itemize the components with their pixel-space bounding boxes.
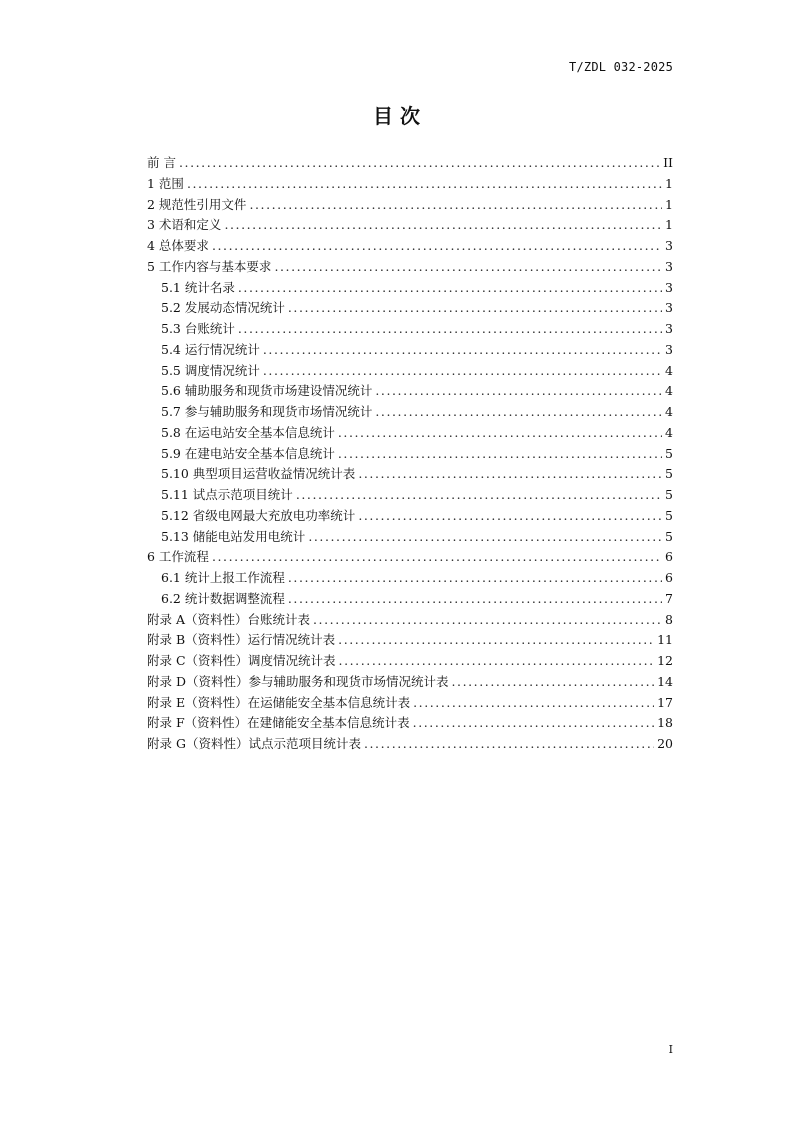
toc-entry-page: 5 [665,445,673,461]
toc-entry[interactable] [147,195,673,216]
toc-entry-label: 2 规范性引用文件 [147,196,247,212]
toc-entry-page: 3 [665,300,673,316]
toc-dot-leader [263,361,662,382]
toc-entry[interactable] [147,568,673,589]
toc-dot-leader [413,713,654,734]
toc-entry-page: 4 [665,383,673,399]
toc-entry-page: 3 [665,279,673,295]
toc-entry-page: 18 [657,715,673,731]
toc-dot-leader [339,651,655,672]
toc-entry[interactable] [147,174,673,195]
toc-entry[interactable] [147,257,673,278]
toc-dot-leader [238,278,662,299]
toc-entry-label: 3 术语和定义 [147,217,222,233]
toc-dot-leader [212,547,662,568]
toc-entry-page: 6 [665,549,673,565]
toc-dot-leader [238,319,662,340]
toc-entry-page: 11 [657,632,673,648]
toc-entry-label: 附录 C（资料性）调度情况统计表 [147,653,336,668]
toc-entry-page: 3 [665,258,673,274]
toc-entry[interactable] [147,340,673,361]
toc-entry[interactable] [147,153,673,174]
toc-entry-label: 附录 D（资料性）参与辅助服务和现货市场情况统计表 [147,673,449,689]
toc-entry[interactable] [147,547,673,568]
toc-dot-leader [187,174,662,195]
toc-entry[interactable] [147,485,673,506]
toc-entry-page: 8 [665,611,673,627]
toc-entry-page: 5 [665,507,673,523]
toc-entry-label: 6 工作流程 [147,549,209,565]
toc-entry-label: 5.9 在建电站安全基本信息统计 [161,445,335,461]
toc-entry-label: 5.10 典型项目运营收益情况统计表 [161,466,356,482]
toc-entry-label: 附录 B（资料性）运行情况统计表 [147,632,336,648]
toc-dot-leader [288,589,662,610]
toc-entry-label: 附录 G（资料性）试点示范项目统计表 [147,736,361,751]
toc-entry[interactable] [147,527,673,548]
toc-entry-page: 3 [665,321,673,336]
toc-entry[interactable] [147,651,673,672]
toc-entry-page: 20 [657,736,673,751]
toc-dot-leader [338,423,662,444]
toc-dot-leader [308,527,662,548]
toc-entry-page: 14 [657,673,673,689]
toc-entry[interactable] [147,734,673,755]
toc-entry-page: 12 [657,653,673,668]
toc-dot-leader [358,464,662,485]
toc-dot-leader [358,506,662,527]
toc-entry-page: 17 [657,694,673,710]
toc-entry-label: 6.2 统计数据调整流程 [161,590,285,606]
toc-entry-page: II [663,155,673,170]
toc-dot-leader [338,444,662,465]
toc-entry[interactable] [147,444,673,465]
toc-entry-label: 6.1 统计上报工作流程 [161,570,285,585]
toc-dot-leader [224,215,662,236]
toc-entry-label: 1 范围 [147,175,184,191]
toc-entry[interactable] [147,319,673,340]
toc-entry[interactable] [147,464,673,485]
toc-entry[interactable] [147,610,673,631]
toc-dot-leader [288,568,662,589]
toc-entry-label: 附录 A（资料性）台账统计表 [147,611,311,627]
toc-entry-label: 前 言 [147,155,176,170]
toc-entry[interactable] [147,402,673,423]
toc-dot-leader [413,693,654,714]
toc-entry[interactable] [147,215,673,236]
toc-entry-label: 5.4 运行情况统计 [161,341,260,357]
toc-entry-page: 7 [665,590,673,606]
toc-entry-page: 4 [665,424,673,440]
toc-entry-label: 附录 E（资料性）在运储能安全基本信息统计表 [147,694,411,710]
toc-entry[interactable] [147,506,673,527]
toc-dot-leader [338,630,654,651]
toc-entry[interactable] [147,630,673,651]
toc-entry-page: 5 [665,487,673,502]
toc-entry-label: 5.5 调度情况统计 [161,362,260,378]
toc-entry[interactable] [147,361,673,382]
toc-entry-label: 5.2 发展动态情况统计 [161,300,285,316]
toc-entry-label: 5.13 储能电站发用电统计 [161,528,306,544]
toc-entry-label: 5.8 在运电站安全基本信息统计 [161,424,335,440]
toc-entry-page: 1 [665,196,673,212]
toc-entry-label: 5.11 试点示范项目统计 [161,487,293,502]
toc-dot-leader [296,485,662,506]
toc-entry[interactable] [147,278,673,299]
document-id: T/ZDL 032-2025 [569,60,673,74]
table-of-contents [147,153,673,755]
toc-dot-leader [274,257,662,278]
toc-dot-leader [212,236,662,257]
toc-entry[interactable] [147,381,673,402]
page-title: 目 次 [373,104,420,128]
toc-dot-leader [288,298,662,319]
toc-entry-page: 6 [665,570,673,585]
toc-entry-label: 5 工作内容与基本要求 [147,258,272,274]
toc-dot-leader [313,610,662,631]
toc-entry-label: 附录 F（资料性）在建储能安全基本信息统计表 [147,715,410,731]
toc-dot-leader [375,381,662,402]
toc-dot-leader [263,340,662,361]
toc-dot-leader [364,734,654,755]
toc-entry-label: 5.6 辅助服务和现货市场建设情况统计 [161,383,373,399]
toc-entry[interactable] [147,423,673,444]
toc-dot-leader [249,195,662,216]
toc-entry-page: 1 [665,217,673,233]
toc-entry-label: 5.12 省级电网最大充放电功率统计 [161,507,356,523]
toc-entry[interactable] [147,713,673,734]
toc-dot-leader [375,402,662,423]
toc-entry-page: 5 [665,528,673,544]
toc-entry-label: 4 总体要求 [147,238,209,253]
toc-entry-page: 5 [665,466,673,482]
toc-entry-page: 1 [665,175,673,191]
toc-entry[interactable] [147,298,673,319]
toc-entry-page: 3 [665,238,673,253]
toc-entry[interactable] [147,236,673,257]
toc-dot-leader [179,153,660,174]
page-number: I [668,1043,673,1056]
toc-entry-label: 5.7 参与辅助服务和现货市场情况统计 [161,404,373,419]
toc-entry-label: 5.3 台账统计 [161,321,235,336]
toc-entry[interactable] [147,589,673,610]
toc-entry-label: 5.1 统计名录 [161,279,235,295]
toc-entry[interactable] [147,672,673,693]
toc-entry[interactable] [147,693,673,714]
toc-entry-page: 4 [665,362,673,378]
toc-entry-page: 4 [665,404,673,419]
toc-entry-page: 3 [665,341,673,357]
toc-dot-leader [452,672,655,693]
